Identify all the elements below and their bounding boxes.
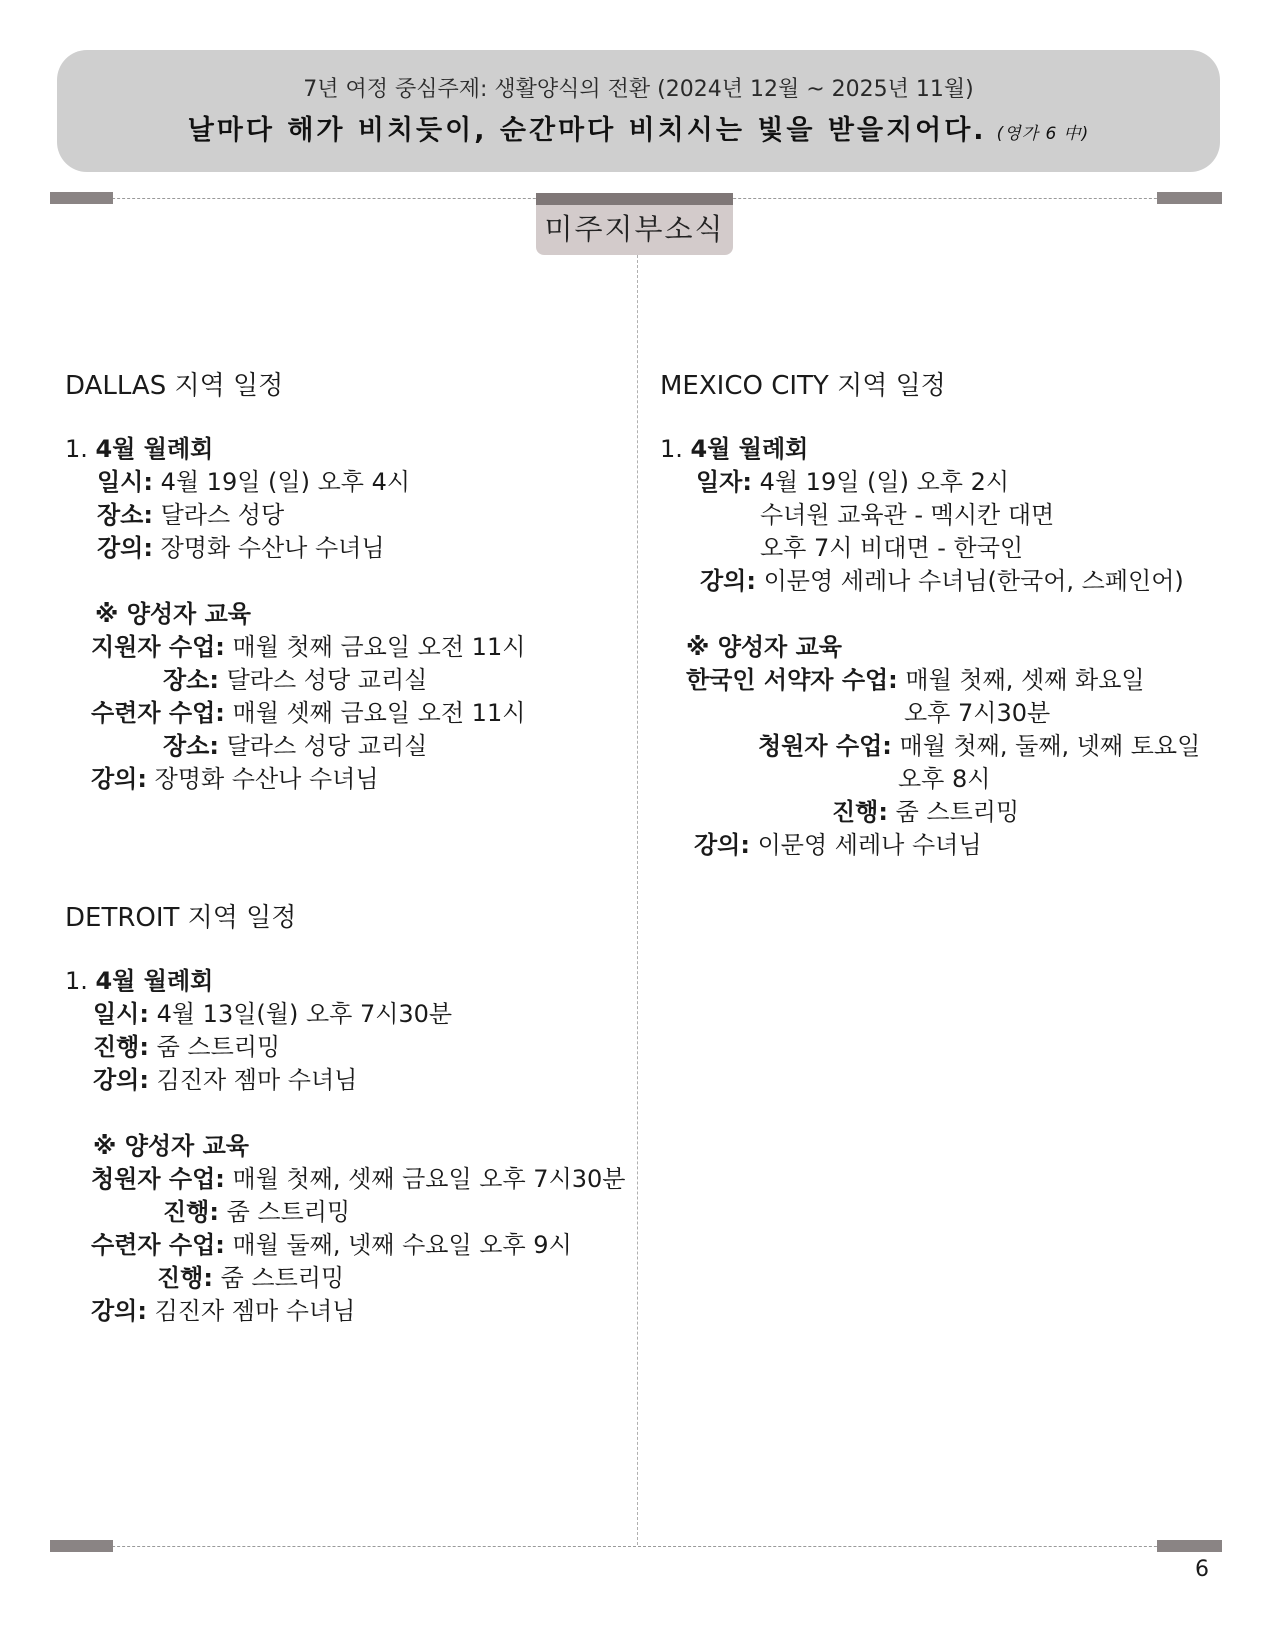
value: 매월 첫째, 셋째 화요일 — [897, 666, 1145, 694]
bottom-divider — [52, 1546, 1222, 1547]
label: 강의: — [700, 567, 756, 595]
column-divider — [637, 255, 638, 1545]
value: 줌 스트리밍 — [148, 1033, 281, 1061]
dallas-date — [65, 466, 525, 499]
value: 김진자 젬마 수녀님 — [148, 1066, 358, 1094]
dallas-supporter — [65, 631, 525, 664]
label: 장소: — [163, 666, 219, 694]
mexico-vow — [660, 664, 1200, 697]
label: 청원자 수업: — [758, 732, 892, 760]
theme-text: 7년 여정 중심주제: 생활양식의 전환 (2024년 12월 ~ 2025년 11월) — [303, 77, 974, 102]
value: 달라스 성당 교리실 — [218, 732, 428, 760]
dallas-place — [65, 499, 525, 532]
label: 진행: — [157, 1264, 213, 1292]
label: 지원자 수업: — [91, 633, 225, 661]
item-number: 1. — [660, 435, 683, 463]
label: 강의: — [97, 534, 153, 562]
dallas-lecture — [65, 532, 525, 565]
value: 김진자 젬마 수녀님 — [146, 1297, 356, 1325]
label: 한국인 서약자 수업: — [686, 666, 898, 694]
section-title: 미주지부소식 — [536, 193, 733, 255]
value: 매월 첫째 금요일 오전 11시 — [224, 633, 526, 661]
label: 수련자 수업: — [91, 1231, 225, 1259]
detroit-edu-title: ※ 양성자 교육 — [93, 1132, 249, 1160]
value: 매월 첫째, 둘째, 넷째 토요일 — [891, 732, 1201, 760]
label: 장소: — [163, 732, 219, 760]
dallas-edu-title: ※ 양성자 교육 — [95, 600, 251, 628]
value: 매월 첫째, 셋째 금요일 오후 7시30분 — [224, 1165, 626, 1193]
bottom-left-bar — [50, 1540, 113, 1552]
value: 이문영 세레나 수녀님 — [749, 831, 982, 859]
verse-line — [57, 108, 1220, 147]
mexico-edu-title: ※ 양성자 교육 — [686, 633, 842, 661]
dallas-trainee-place — [65, 730, 525, 763]
value: 줌 스트리밍 — [887, 798, 1020, 826]
mexico-date-line3: 오후 7시 비대면 - 한국인 — [760, 534, 1024, 562]
label: 강의: — [91, 765, 147, 793]
label: 수련자 수업: — [91, 699, 225, 727]
mexico-title: MEXICO CITY 지역 일정 — [660, 371, 946, 401]
label: 청원자 수업: — [91, 1165, 225, 1193]
item-title: 4월 월례회 — [95, 435, 214, 463]
theme-banner — [57, 50, 1220, 172]
mexico-item-title — [660, 433, 1200, 466]
value: 달라스 성당 교리실 — [218, 666, 428, 694]
mexico-date — [660, 466, 1200, 499]
value: 장명화 수산나 수녀님 — [146, 765, 379, 793]
value: 4월 13일(월) 오후 7시30분 — [148, 1000, 453, 1028]
dallas-edu-lecture — [65, 763, 525, 796]
detroit-trainee-host — [65, 1262, 625, 1295]
dallas-supporter-place — [65, 664, 525, 697]
value: 줌 스트리밍 — [218, 1198, 351, 1226]
dallas-title: DALLAS 지역 일정 — [65, 371, 284, 401]
detroit-section — [65, 902, 625, 1328]
detroit-date — [65, 998, 625, 1031]
value: 줌 스트리밍 — [212, 1264, 345, 1292]
mexico-vow-time: 오후 7시30분 — [904, 699, 1051, 727]
label: 일시: — [97, 468, 153, 496]
item-number: 1. — [65, 435, 88, 463]
detroit-aspirant — [65, 1163, 625, 1196]
verse-reference: (영가 6 中) — [996, 124, 1090, 144]
mexico-edu-lecture — [660, 829, 1200, 862]
label: 강의: — [91, 1297, 147, 1325]
label: 진행: — [832, 798, 888, 826]
top-left-bar — [50, 192, 113, 204]
value: 4월 19일 (일) 오후 4시 — [152, 468, 411, 496]
mexico-date-line2: 수녀원 교육관 - 멕시칸 대면 — [760, 501, 1055, 529]
bottom-right-bar — [1157, 1540, 1222, 1552]
value: 달라스 성당 — [152, 501, 285, 529]
detroit-aspirant-host — [65, 1196, 625, 1229]
label: 일자: — [696, 468, 752, 496]
label: 강의: — [93, 1066, 149, 1094]
dallas-section — [65, 370, 525, 796]
page-number: 6 — [1195, 1557, 1209, 1582]
label: 강의: — [694, 831, 750, 859]
label: 진행: — [93, 1033, 149, 1061]
detroit-title: DETROIT 지역 일정 — [65, 903, 297, 933]
mexico-aspirant-time: 오후 8시 — [898, 765, 991, 793]
detroit-trainee — [65, 1229, 625, 1262]
value: 장명화 수산나 수녀님 — [152, 534, 385, 562]
detroit-host — [65, 1031, 625, 1064]
detroit-edu-lecture — [65, 1295, 625, 1328]
mexico-section — [660, 370, 1200, 862]
mexico-aspirant — [660, 730, 1200, 763]
dallas-item-title — [65, 433, 525, 466]
label: 진행: — [163, 1198, 219, 1226]
detroit-item-title — [65, 965, 625, 998]
detroit-lecture — [65, 1064, 625, 1097]
dallas-trainee — [65, 697, 525, 730]
item-title: 4월 월례회 — [95, 967, 214, 995]
top-right-bar — [1157, 192, 1222, 204]
value: 매월 둘째, 넷째 수요일 오후 9시 — [224, 1231, 572, 1259]
item-title: 4월 월례회 — [690, 435, 809, 463]
item-number: 1. — [65, 967, 88, 995]
label: 장소: — [97, 501, 153, 529]
verse-text: 날마다 해가 비치듯이, 순간마다 비치시는 빛을 받을지어다. — [187, 115, 987, 146]
value: 매월 셋째 금요일 오전 11시 — [224, 699, 526, 727]
value: 4월 19일 (일) 오후 2시 — [751, 468, 1010, 496]
mexico-host — [660, 796, 1200, 829]
mexico-lecture — [660, 565, 1200, 598]
value: 이문영 세레나 수녀님(한국어, 스페인어) — [755, 567, 1184, 595]
label: 일시: — [93, 1000, 149, 1028]
